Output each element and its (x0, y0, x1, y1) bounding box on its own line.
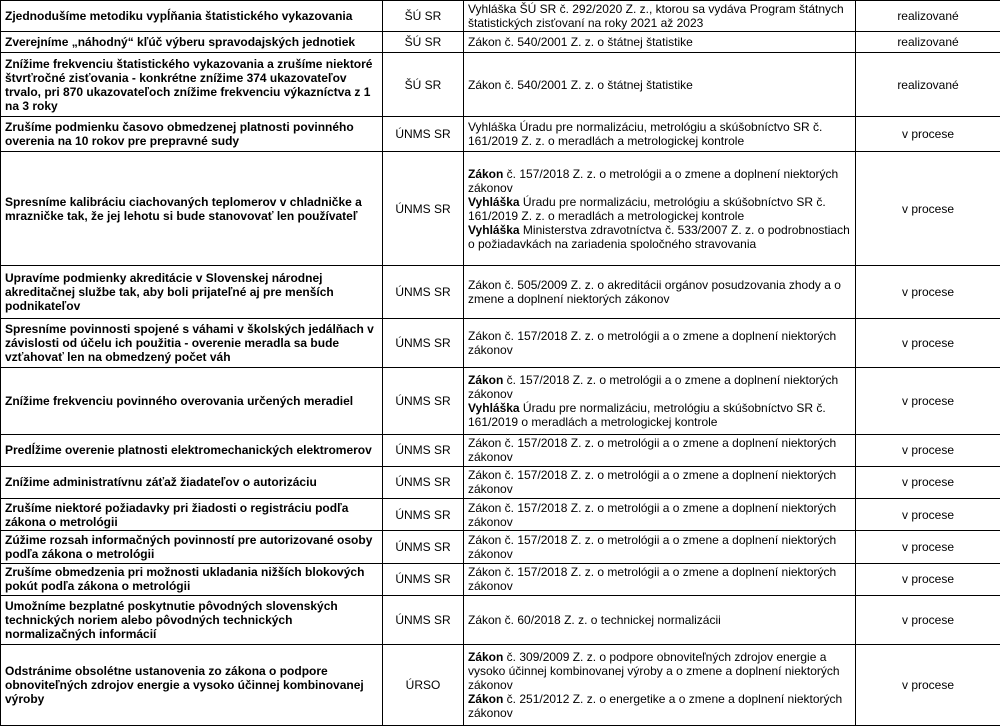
legislation-item (468, 2, 851, 30)
institution-cell: ŠÚ SR (383, 32, 464, 53)
legislation-text: Zákon č. 157/2018 Z. z. o metrológii a o zmene a doplnení niektorých zákonov (468, 328, 840, 357)
institution-cell: ÚNMS SR (383, 531, 464, 563)
measures-table-body (1, 1, 1000, 726)
legislation-item (468, 692, 851, 720)
legislation-item (468, 565, 851, 593)
measure-cell: Znížime frekvenciu povinného overovania určených meradiel (1, 367, 383, 434)
legislation-text: Úradu pre normalizáciu, metrológiu a skúšobníctvo SR č. 161/2019 Z. z. o meradlách a metrologickej kontrole (468, 194, 830, 223)
legislation-cell (464, 318, 856, 367)
institution-cell: ŠÚ SR (383, 1, 464, 32)
legislation-text: Zákon č. 540/2001 Z. z. o štátnej štatistike (468, 35, 693, 50)
measure-cell: Spresníme kalibráciu ciachovaných teplomerov v chladničke a mrazničke tak, že jej lehotu si bude stanovovať len používateľ (1, 152, 383, 266)
legislation-type: Vyhláška (468, 400, 520, 415)
legislation-text: Zákon č. 157/2018 Z. z. o metrológii a o zmene a doplnení niektorých zákonov (468, 500, 840, 529)
legislation-cell (464, 434, 856, 466)
legislation-item (468, 35, 851, 49)
legislation-type: Zákon (468, 650, 504, 665)
legislation-item (468, 373, 851, 401)
legislation-cell (464, 266, 856, 318)
institution-cell: ŠÚ SR (383, 53, 464, 117)
measure-cell: Zverejníme „náhodný“ kľúč výberu spravodajských jednotiek (1, 32, 383, 53)
measure-cell: Umožníme bezplatné poskytnutie pôvodných slovenských technických noriem alebo pôvodných technických normalizačných informácií (1, 595, 383, 644)
legislation-item (468, 436, 851, 464)
status-cell: v procese (856, 563, 1000, 595)
measure-cell: Zrušíme niektoré požiadavky pri žiadosti o registráciu podľa zákona o metrológii (1, 499, 383, 531)
measure-cell: Zjednodušíme metodiku vypĺňania štatistického vykazovania (1, 1, 383, 32)
legislation-item (468, 329, 851, 357)
legislation-item (468, 533, 851, 561)
legislation-cell (464, 645, 856, 726)
measure-cell: Upravíme podmienky akreditácie v Slovenskej národnej akreditačnej službe tak, aby boli prijateľné aj pre menších podnikateľov (1, 266, 383, 318)
legislation-item (468, 222, 854, 251)
status-cell: v procese (856, 318, 1000, 367)
legislation-cell (464, 53, 856, 117)
status-cell: realizované (856, 53, 1000, 117)
status-cell: v procese (856, 645, 1000, 726)
legislation-cell (464, 595, 856, 644)
status-cell: v procese (856, 367, 1000, 434)
legislation-item (468, 278, 851, 306)
measure-cell: Predĺžime overenie platnosti elektromechanických elektromerov (1, 434, 383, 466)
table-row (1, 152, 1000, 266)
status-cell: v procese (856, 434, 1000, 466)
legislation-cell (464, 499, 856, 531)
legislation-text: Úradu pre normalizáciu, metrológiu a skúšobníctvo SR č. 161/2019 o meradlách a metrologickej kontrole (468, 400, 830, 429)
legislation-item (468, 613, 851, 627)
measure-cell: Znížime administratívnu záťaž žiadateľov o autorizáciu (1, 466, 383, 498)
status-cell: v procese (856, 499, 1000, 531)
institution-cell: ÚNMS SR (383, 116, 464, 151)
legislation-cell (464, 367, 856, 434)
legislation-item (468, 468, 851, 496)
legislation-text: Zákon č. 60/2018 Z. z. o technickej normalizácii (468, 613, 721, 628)
legislation-type: Zákon (468, 372, 504, 387)
measure-cell: Odstránime obsolétne ustanovenia zo zákona o podpore obnoviteľných zdrojov energie a vysoko účinnej kombinovanej výroby (1, 645, 383, 726)
legislation-text: Zákon č. 540/2001 Z. z. o štátnej štatistike (468, 77, 693, 92)
status-cell: v procese (856, 595, 1000, 644)
legislation-item (468, 120, 851, 148)
table-row (1, 531, 1000, 563)
legislation-text: č. 157/2018 Z. z. o metrológii a o zmene a doplnení niektorých zákonov (468, 166, 842, 195)
legislation-cell (464, 116, 856, 151)
status-cell: v procese (856, 466, 1000, 498)
legislation-type: Vyhláška (468, 222, 520, 237)
institution-cell: ÚNMS SR (383, 152, 464, 266)
legislation-type: Zákon (468, 692, 504, 707)
institution-cell: ÚNMS SR (383, 466, 464, 498)
legislation-cell (464, 152, 856, 266)
measure-cell: Znížime frekvenciu štatistického vykazovania a zrušíme niektoré štvrťročné zisťovania - konkrétne znížime 374 ukazovateľov trvalo, pri 870 ukazovateľoch znížime frekvenciu výkazníctva z 1 na 3 roky (1, 53, 383, 117)
legislation-cell (464, 466, 856, 498)
legislation-text: Vyhláška Úradu pre normalizáciu, metrológiu a skúšobníctvo SR č. 161/2019 Z. z. o meradlách a metrologickej kontrole (468, 120, 826, 149)
legislation-item (468, 650, 851, 692)
legislation-cell (464, 531, 856, 563)
legislation-type: Zákon (468, 166, 504, 181)
table-row (1, 499, 1000, 531)
legislation-text: Zákon č. 157/2018 Z. z. o metrológii a o zmene a doplnení niektorých zákonov (468, 565, 840, 594)
legislation-cell (464, 563, 856, 595)
legislation-text: č. 309/2009 Z. z. o podpore obnoviteľných zdrojov energie a vysoko účinnej kombinovanej výroby a o zmene a doplnení niektorých zákonov (468, 650, 843, 693)
institution-cell: ÚNMS SR (383, 266, 464, 318)
table-row (1, 116, 1000, 151)
institution-cell: ÚNMS SR (383, 563, 464, 595)
legislation-type: Vyhláška (468, 194, 520, 209)
table-row (1, 595, 1000, 644)
legislation-item (468, 195, 851, 223)
status-cell: v procese (856, 152, 1000, 266)
measure-cell: Zrušíme podmienku časovo obmedzenej platnosti povinného overenia na 10 rokov pre prepravné sudy (1, 116, 383, 151)
table-row (1, 32, 1000, 53)
institution-cell: ÚRSO (383, 645, 464, 726)
measure-cell: Zrušíme obmedzenia pri možnosti ukladania nižších blokových pokút podľa zákona o metrológii (1, 563, 383, 595)
legislation-item (468, 167, 851, 195)
table-row (1, 53, 1000, 117)
legislation-text: Zákon č. 505/2009 Z. z. o akreditácii orgánov posudzovania zhody a o zmene a doplnení niektorých zákonov (468, 277, 845, 306)
legislation-text: Zákon č. 157/2018 Z. z. o metrológii a o zmene a doplnení niektorých zákonov (468, 532, 840, 561)
legislation-cell (464, 32, 856, 53)
institution-cell: ÚNMS SR (383, 499, 464, 531)
legislation-text: Zákon č. 157/2018 Z. z. o metrológii a o zmene a doplnení niektorých zákonov (468, 468, 840, 497)
status-cell: realizované (856, 1, 1000, 32)
legislation-item (468, 501, 851, 529)
legislation-text: Vyhláška ŠÚ SR č. 292/2020 Z. z., ktorou sa vydáva Program štátnych štatistických zisťovaní na roky 2021 až 2023 (468, 2, 848, 31)
legislation-item (468, 401, 851, 429)
measure-cell: Zúžime rozsah informačných povinností pre autorizované osoby podľa zákona o metrológii (1, 531, 383, 563)
legislation-cell (464, 1, 856, 32)
legislation-text: č. 251/2012 Z. z. o energetike a o zmene a doplnení niektorých zákonov (468, 692, 846, 721)
status-cell: v procese (856, 266, 1000, 318)
institution-cell: ÚNMS SR (383, 595, 464, 644)
legislation-text: Ministerstva zdravotníctva č. 533/2007 Z. z. o podrobnostiach o požiadavkách na zariadenia spoločného stravovania (468, 222, 854, 251)
institution-cell: ÚNMS SR (383, 367, 464, 434)
legislation-item (468, 78, 851, 92)
table-row (1, 645, 1000, 726)
table-row (1, 563, 1000, 595)
measure-cell: Spresníme povinnosti spojené s váhami v školských jedálňach v závislosti od účelu ich použitia - overenie meradla sa bude vzťahovať len na obmedzený počet váh (1, 318, 383, 367)
table-row (1, 367, 1000, 434)
institution-cell: ÚNMS SR (383, 318, 464, 367)
status-cell: v procese (856, 531, 1000, 563)
table-row (1, 434, 1000, 466)
table-row (1, 466, 1000, 498)
institution-cell: ÚNMS SR (383, 434, 464, 466)
legislation-text: Zákon č. 157/2018 Z. z. o metrológii a o zmene a doplnení niektorých zákonov (468, 436, 840, 465)
status-cell: v procese (856, 116, 1000, 151)
table-row (1, 1, 1000, 32)
table-row (1, 266, 1000, 318)
status-cell: realizované (856, 32, 1000, 53)
table-row (1, 318, 1000, 367)
legislation-text: č. 157/2018 Z. z. o metrológii a o zmene a doplnení niektorých zákonov (468, 372, 842, 401)
